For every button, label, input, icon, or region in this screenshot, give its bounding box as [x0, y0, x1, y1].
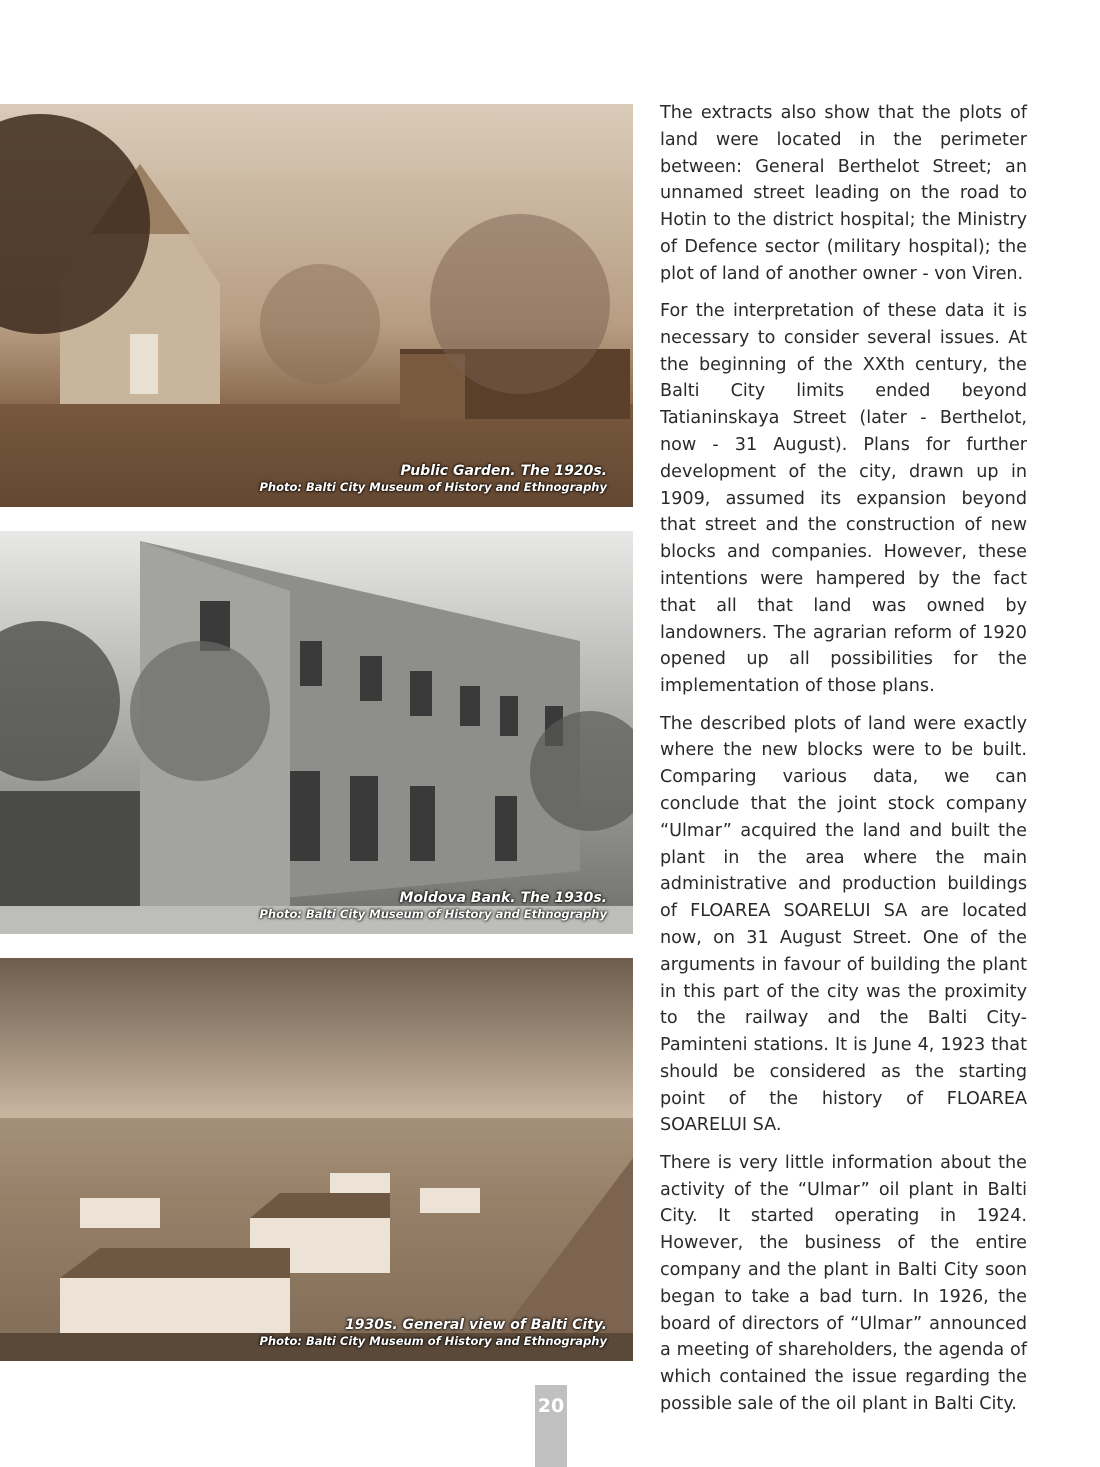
paragraph: The described plots of land were exactly where the new blocks were to be built. Comparing various data, we can conclude that the joint stock company “Ulmar” acquired the land and built the plant in the area where the main administrative and production buildings of FLOAREA SOARELUI SA are located now, on 31 August Street. One of the arguments in favour of building the plant in this part of the city was the proximity to the railway and the Balti City-Paminteni stations. It is June 4, 1923 that should be considered as the starting point of the history of FLOAREA SOARELUI SA.: [660, 713, 1027, 1136]
photo-title: Public Garden. The 1920s.: [400, 463, 607, 479]
paragraph: The extracts also show that the plots of land were located in the perimeter between: General Berthelot Street; an unnamed street leading on the road to Hotin to the district hospital; the Ministry of Defence sector (military hospital); the plot of land of another owner - von Viren.: [660, 103, 1027, 284]
photo-caption: [259, 889, 607, 922]
photo-credit: Photo: Balti City Museum of History and Ethnography: [259, 1334, 607, 1348]
body-text: [660, 100, 1027, 1428]
general-view-image: [0, 958, 633, 1361]
page-number: 20: [535, 1385, 567, 1467]
photo-moldova-bank: [0, 531, 633, 934]
photo-credit: Photo: Balti City Museum of History and Ethnography: [259, 480, 607, 494]
photo-credit: Photo: Balti City Museum of History and Ethnography: [259, 907, 607, 921]
photo-public-garden: [0, 104, 633, 507]
moldova-bank-image: [0, 531, 633, 934]
photo-caption: [259, 1316, 607, 1349]
photo-general-view: [0, 958, 633, 1361]
paragraph: For the interpretation of these data it is necessary to consider several issues. At the beginning of the XXth century, the Balti City limits ended beyond Tatianinskaya Street (later - Berthelot, now - 31 August). Plans for further development of the city, drawn up in 1909, assumed its expansion beyond that street and the construction of new blocks and companies. However, these intentions were hampered by the fact that all that land was owned by landowners. The agrarian reform of 1920 opened up all possibilities for the implementation of those plans.: [660, 301, 1027, 697]
photo-caption: [259, 462, 607, 495]
photo-title: 1930s. General view of Balti City.: [345, 1317, 607, 1333]
public-garden-image: [0, 104, 633, 507]
paragraph: There is very little information about the activity of the “Ulmar” oil plant in Balti City. It started operating in 1924. However, the business of the entire company and the plant in Balti City soon began to take a bad turn. In 1926, the board of directors of “Ulmar” announced a meeting of shareholders, the agenda of which contained the issue regarding the possible sale of the oil plant in Balti City.: [660, 1152, 1027, 1414]
photo-title: Moldova Bank. The 1930s.: [399, 890, 607, 906]
